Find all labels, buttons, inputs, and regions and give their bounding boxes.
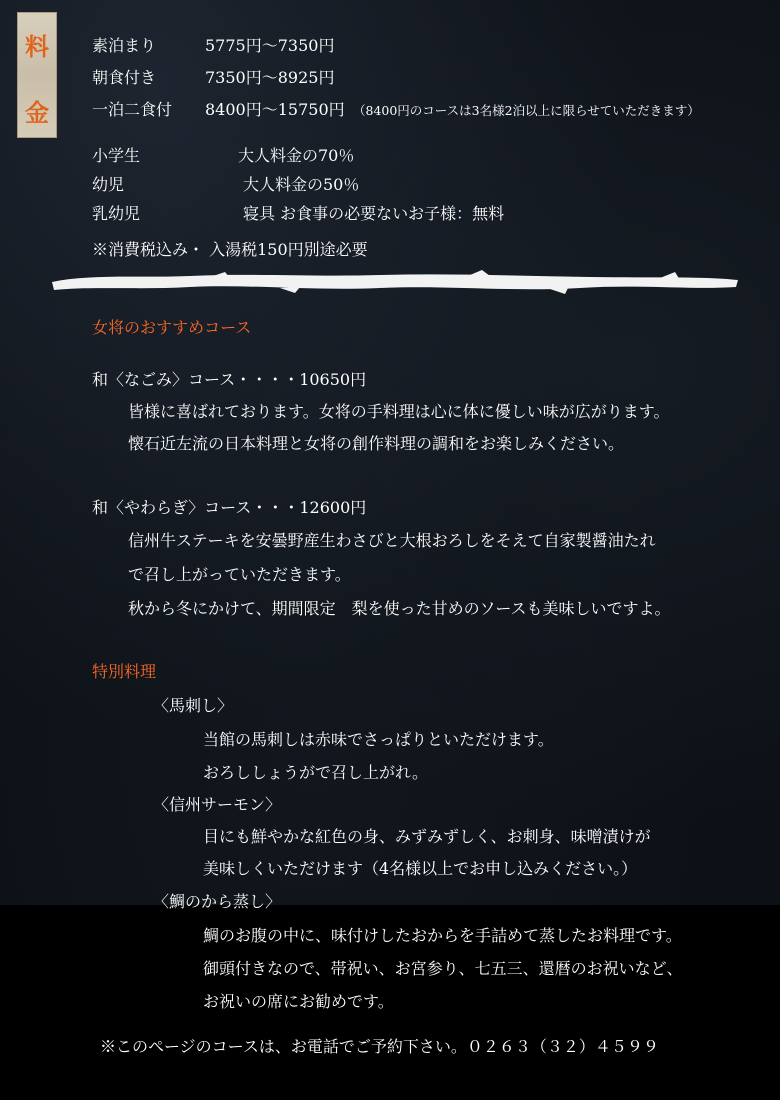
- label-char-1: 料: [25, 32, 49, 61]
- course-description-line: で召し上がっていただきます。: [128, 565, 351, 584]
- reservation-phone-note: ※このページのコースは、お電話でご予約下さい。０２６３（３２）４５９９: [100, 1037, 659, 1056]
- price-value: 8400円～15750円: [205, 100, 345, 119]
- dish-description-line: 目にも鮮やかな紅色の身、みずみずしく、お刺身、味噌漬けが: [203, 827, 651, 846]
- child-category: 小学生: [92, 146, 141, 165]
- section-heading-special: 特別料理: [92, 662, 157, 681]
- child-rate: 大人料金の50％: [243, 175, 360, 194]
- section-heading-recommend: 女将のおすすめコース: [92, 318, 252, 337]
- price-value: 5775円～7350円: [205, 36, 335, 55]
- brush-stroke-divider: [50, 268, 740, 294]
- price-value: 7350円～8925円: [205, 68, 335, 87]
- label-char-2: 金: [25, 98, 49, 127]
- dish-title: 〈信州サーモン〉: [153, 795, 282, 814]
- dish-description-line: 鯛のお腹の中に、味付けしたおからを手詰めて蒸したお料理です。: [203, 926, 682, 945]
- price-name: 一泊二食付: [92, 100, 173, 119]
- dish-title: 〈馬刺し〉: [153, 696, 234, 715]
- price-label-tag: [17, 12, 57, 138]
- child-category: 乳幼児: [92, 204, 141, 223]
- child-rate: 大人料金の70％: [238, 146, 355, 165]
- dish-description-line: 美味しくいただけます（4名様以上でお申し込みください。）: [203, 859, 638, 878]
- course-description-line: 懐石近左流の日本料理と女将の創作料理の調和をお楽しみください。: [128, 434, 625, 453]
- child-category: 幼児: [92, 175, 125, 194]
- dish-description-line: 御頭付きなので、帯祝い、お宮参り、七五三、還暦のお祝いなど、: [203, 959, 683, 978]
- price-name: 素泊まり: [92, 36, 157, 55]
- child-rate: 寝具 お食事の必要ないお子様：無料: [243, 204, 505, 223]
- course-description-line: 皆様に喜ばれております。女将の手料理は心に体に優しい味が広がります。: [128, 402, 670, 421]
- dish-description-line: 当館の馬刺しは赤味でさっぱりといただけます。: [203, 730, 554, 749]
- dish-title: 〈鯛のから蒸し〉: [153, 892, 282, 911]
- dish-description-line: お祝いの席にお勧めです。: [203, 992, 394, 1011]
- tax-note: ※消費税込み・ 入湯税150円別途必要: [92, 240, 368, 259]
- dish-description-line: おろししょうがで召し上がれ。: [203, 763, 428, 782]
- course-title: 和〈なごみ〉コース・・・・10650円: [92, 370, 367, 389]
- course-description-line: 秋から冬にかけて、期間限定 梨を使った甘めのソースも美味しいですよ。: [128, 599, 671, 618]
- course-description-line: 信州牛ステーキを安曇野産生わさびと大根おろしをそえて自家製醤油たれ: [128, 531, 656, 550]
- price-name: 朝食付き: [92, 68, 157, 87]
- price-note: （8400円のコースは3名様2泊以上に限らせていただきます）: [353, 103, 700, 118]
- course-title: 和〈やわらぎ〉コース・・・12600円: [92, 498, 367, 517]
